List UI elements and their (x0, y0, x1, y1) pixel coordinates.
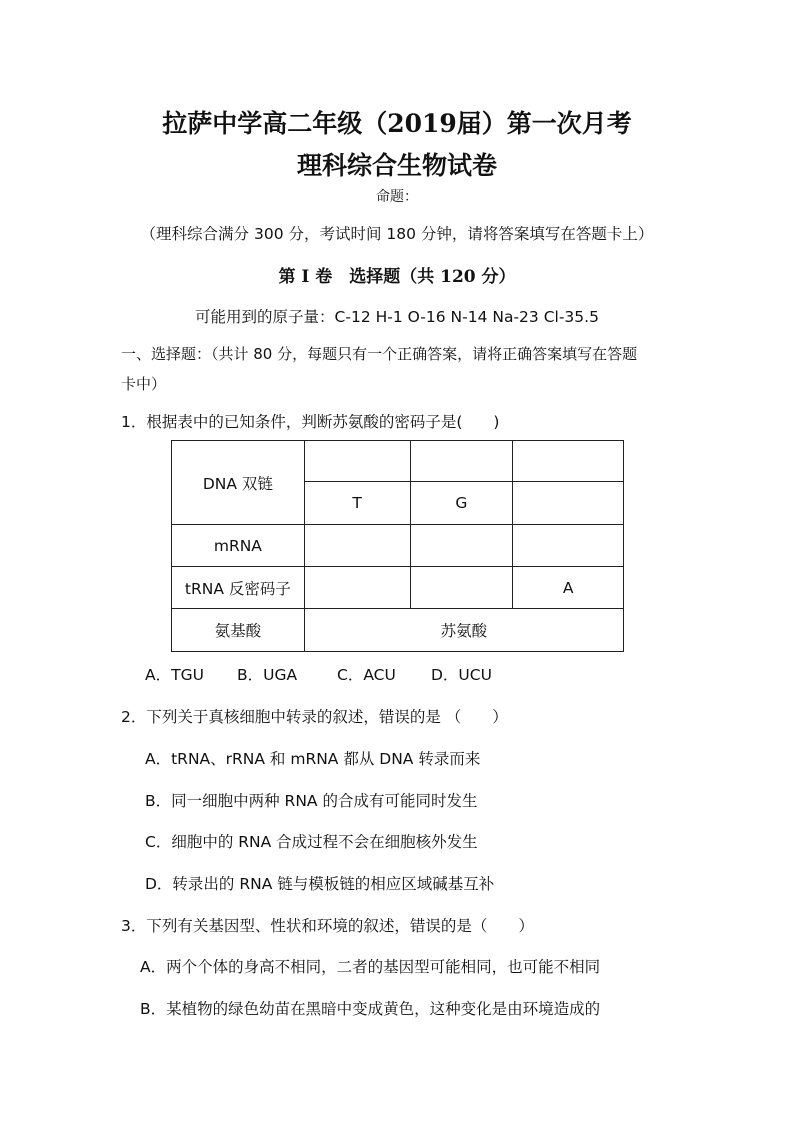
question-1-stem: 1．根据表中的已知条件，判断苏氨酸的密码子是( ) (121, 413, 500, 431)
q2-option-d: D．转录出的 RNA 链与模板链的相应区域碱基互补 (145, 875, 495, 893)
amino-acid-value-cell: 苏氨酸 (304, 609, 623, 652)
instructions: （理科综合满分 300 分，考试时间 180 分钟，请将答案填写在答题卡上） (140, 225, 654, 243)
q1-option-a: A．TGU (145, 666, 204, 684)
section-heading: 一、选择题：（共计 80 分，每题只有一个正确答案，请将正确答案填写在答题 (121, 345, 638, 363)
q1-option-c: C．ACU (337, 666, 396, 684)
question-2-stem: 2．下列关于真核细胞中转录的叙述，错误的是 （ ） (121, 708, 508, 726)
codon-table (171, 440, 624, 652)
q3-option-b: B．某植物的绿色幼苗在黑暗中变成黄色，这种变化是由环境造成的 (140, 1000, 601, 1018)
exam-title: 拉萨中学高二年级（2019届）第一次月考 (162, 109, 632, 138)
mrna-label-cell: mRNA (172, 525, 305, 567)
part-heading: 第 I 卷 选择题（共 120 分） (278, 267, 516, 287)
q1-option-b: B．UGA (237, 666, 298, 684)
table-cell (304, 441, 410, 482)
trna-label-cell: tRNA 反密码子 (172, 567, 305, 609)
exam-subtitle: 理科综合生物试卷 (296, 151, 497, 180)
section-heading-cont: 卡中） (121, 375, 167, 393)
table-cell (513, 482, 624, 525)
q3-option-a: A．两个个体的身高不相同，二者的基因型可能相同，也可能不相同 (140, 958, 601, 976)
table-cell: A (513, 567, 624, 609)
amino-acid-label-cell: 氨基酸 (172, 609, 305, 652)
author-label: 命题： (376, 189, 418, 205)
table-cell (304, 525, 410, 567)
q2-option-c: C．细胞中的 RNA 合成过程不会在细胞核外发生 (145, 833, 478, 851)
q2-option-b: B．同一细胞中两种 RNA 的合成有可能同时发生 (145, 792, 478, 810)
question-3-stem: 3．下列有关基因型、性状和环境的叙述，错误的是（ ） (121, 917, 534, 935)
table-cell (410, 525, 513, 567)
table-cell: G (410, 482, 513, 525)
atomic-masses: 可能用到的原子量：C-12 H-1 O-16 N-14 Na-23 Cl-35.5 (195, 308, 599, 326)
dna-label-cell: DNA 双链 (172, 441, 305, 525)
table-cell (513, 525, 624, 567)
q2-option-a: A．tRNA、rRNA 和 mRNA 都从 DNA 转录而来 (145, 750, 481, 768)
table-cell (513, 441, 624, 482)
table-cell: T (304, 482, 410, 525)
table-cell (410, 567, 513, 609)
table-cell (304, 567, 410, 609)
q1-option-d: D．UCU (431, 666, 492, 684)
table-cell (410, 441, 513, 482)
